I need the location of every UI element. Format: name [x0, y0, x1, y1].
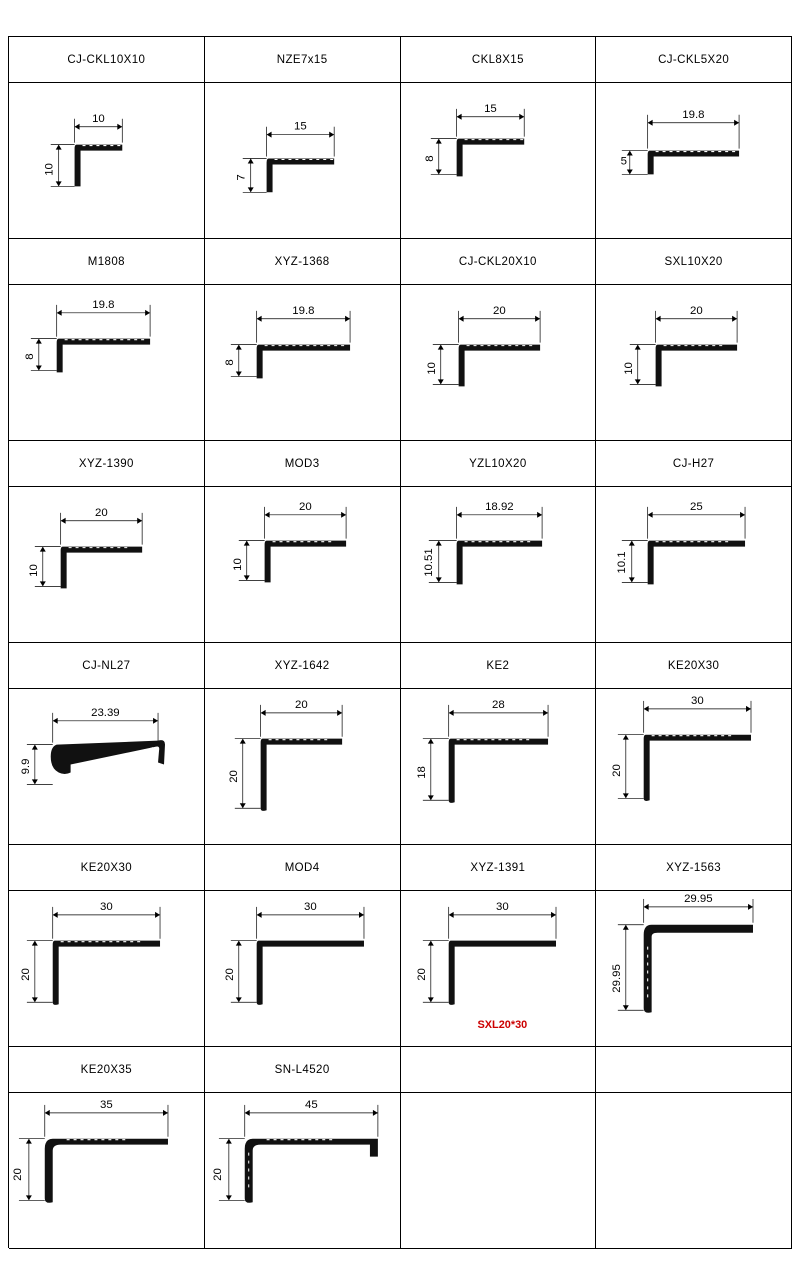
- height-dimension-label: 10: [231, 558, 244, 571]
- profile-drawing: [401, 487, 596, 642]
- profile-header-cell-empty: [596, 1047, 792, 1093]
- profile-code: CJ-CKL5X20: [658, 53, 730, 66]
- profile-figure-cell: [9, 285, 205, 441]
- profile-header-cell: [9, 643, 205, 689]
- profile-header-cell: [205, 441, 401, 487]
- width-dimension-label: 15: [293, 120, 307, 133]
- profile-drawing: [9, 891, 204, 1046]
- width-dimension-label: 23.39: [91, 706, 120, 719]
- profile-drawing: [9, 83, 204, 238]
- width-dimension-label: 25: [690, 500, 703, 513]
- profile-drawing: [9, 487, 204, 642]
- width-dimension-label: 20: [690, 304, 703, 317]
- profile-drawing: [401, 689, 596, 844]
- header-row: [9, 239, 792, 285]
- profile-code: XYZ-1391: [470, 861, 526, 874]
- profile-drawing: [205, 891, 400, 1046]
- profile-figure-cell: [596, 689, 792, 845]
- profile-code: MOD4: [284, 861, 320, 874]
- profile-figure-cell: [401, 891, 597, 1047]
- width-dimension-label: 18.92: [484, 500, 514, 513]
- width-dimension-label: 20: [298, 500, 312, 513]
- height-dimension-label: 20: [227, 770, 240, 783]
- width-dimension-label: 19.8: [682, 108, 705, 121]
- profile-figure-cell: [401, 689, 597, 845]
- profile-code: KE2: [486, 659, 510, 672]
- height-dimension-label: 10.1: [616, 551, 629, 574]
- profile-code: SN-L4520: [274, 1063, 330, 1076]
- profile-code: SXL10X20: [664, 255, 723, 268]
- header-row: [9, 1047, 792, 1093]
- profile-code: KE20X30: [80, 861, 133, 874]
- height-dimension-label: 8: [223, 359, 236, 366]
- profile-code: CJ-H27: [672, 457, 715, 470]
- profile-header-cell: [596, 441, 792, 487]
- height-dimension-label: 20: [223, 968, 236, 981]
- figure-row: [9, 487, 792, 643]
- profile-header-cell-empty: [401, 1047, 597, 1093]
- profile-header-cell: [401, 643, 597, 689]
- width-dimension-label: 19.8: [292, 304, 315, 317]
- profile-header-cell: [596, 239, 792, 285]
- profile-code: CJ-NL27: [82, 659, 131, 672]
- height-dimension-label: 20: [19, 968, 32, 981]
- width-dimension-label: 19.8: [92, 298, 115, 311]
- profile-drawing: [596, 285, 791, 440]
- profile-header-cell: [205, 1047, 401, 1093]
- width-dimension-label: 10: [92, 112, 105, 125]
- profile-code: XYZ-1642: [274, 659, 330, 672]
- profile-header-cell: [9, 845, 205, 891]
- profile-drawing: [9, 689, 204, 844]
- width-dimension-label: 30: [495, 900, 509, 913]
- profile-code: XYZ-1563: [666, 861, 722, 874]
- profile-figure-cell: [9, 1093, 205, 1249]
- profile-drawing: [9, 1093, 204, 1248]
- profile-header-cell: [9, 239, 205, 285]
- profile-code: NZE7x15: [276, 53, 328, 66]
- profile-drawing: [596, 83, 791, 238]
- height-dimension-label: 20: [611, 764, 624, 777]
- width-dimension-label: 20: [492, 304, 506, 317]
- profile-figure-cell: [596, 891, 792, 1047]
- height-dimension-label: 18: [415, 766, 428, 779]
- profile-figure-cell: [401, 285, 597, 441]
- profile-figure-cell: [205, 891, 401, 1047]
- height-dimension-label: 7: [235, 174, 248, 181]
- figure-row: [9, 891, 792, 1047]
- width-dimension-label: 30: [303, 900, 317, 913]
- width-dimension-label: 28: [491, 698, 505, 711]
- height-dimension-label: 8: [423, 155, 436, 162]
- profile-drawing: [401, 285, 596, 440]
- header-row: [9, 643, 792, 689]
- header-row: [9, 37, 792, 83]
- width-dimension-label: 20: [95, 506, 108, 519]
- width-dimension-label: 30: [100, 900, 113, 913]
- height-dimension-label: 10: [27, 564, 40, 577]
- height-dimension-label: 5: [620, 155, 628, 168]
- profile-code: CKL8X15: [471, 53, 524, 66]
- profile-header-cell: [205, 845, 401, 891]
- profile-code: CJ-CKL20X10: [458, 255, 537, 268]
- height-dimension-label: 10: [425, 362, 438, 375]
- profile-drawing: [596, 891, 791, 1046]
- figure-row: [9, 285, 792, 441]
- profile-code: CJ-CKL10X10: [67, 53, 146, 66]
- profile-figure-cell: [205, 285, 401, 441]
- profile-header-cell: [9, 1047, 205, 1093]
- profile-figure-cell: [401, 487, 597, 643]
- profile-figure-cell: [205, 83, 401, 239]
- profile-drawing: [9, 285, 204, 440]
- header-row: [9, 845, 792, 891]
- profile-code: MOD3: [284, 457, 320, 470]
- profile-figure-cell: [9, 891, 205, 1047]
- profile-header-cell: [596, 845, 792, 891]
- profile-code: XYZ-1390: [78, 457, 134, 470]
- profile-code: XYZ-1368: [274, 255, 330, 268]
- height-dimension-label: 20: [415, 968, 428, 981]
- profile-drawing: [205, 487, 400, 642]
- height-dimension-label: 20: [211, 1168, 224, 1181]
- profile-code: KE20X35: [80, 1063, 133, 1076]
- profile-header-cell: [205, 643, 401, 689]
- profile-drawing: [596, 487, 791, 642]
- width-dimension-label: 45: [304, 1098, 318, 1111]
- figure-row: [9, 83, 792, 239]
- profile-header-cell: [9, 37, 205, 83]
- profile-figure-cell: [205, 1093, 401, 1249]
- profile-code: YZL10X20: [469, 457, 527, 470]
- profile-grid: [8, 36, 792, 1248]
- profile-header-cell: [401, 845, 597, 891]
- profile-header-cell: [205, 239, 401, 285]
- profile-drawing: [205, 1093, 400, 1248]
- profile-figure-cell: [596, 285, 792, 441]
- profile-figure-cell: [596, 83, 792, 239]
- height-dimension-label: 20: [11, 1168, 24, 1181]
- profile-header-cell: [401, 37, 597, 83]
- profile-header-cell: [401, 441, 597, 487]
- annotation-label: SXL20*30: [476, 1019, 527, 1032]
- height-dimension-label: 29.95: [611, 964, 624, 993]
- profile-drawing: [205, 83, 400, 238]
- profile-figure-cell: [596, 487, 792, 643]
- profile-drawing: [205, 285, 400, 440]
- profile-figure-cell-empty: [596, 1093, 792, 1249]
- figure-row: [9, 689, 792, 845]
- profile-figure-cell: [9, 83, 205, 239]
- profile-header-cell: [205, 37, 401, 83]
- figure-row: [9, 1093, 792, 1249]
- profile-drawing: [401, 891, 596, 1046]
- profile-header-cell: [9, 441, 205, 487]
- header-row: [9, 441, 792, 487]
- profile-figure-cell: [9, 487, 205, 643]
- profile-figure-cell: [401, 83, 597, 239]
- profile-figure-cell: [9, 689, 205, 845]
- profile-figure-cell-empty: [401, 1093, 597, 1249]
- width-dimension-label: 20: [294, 698, 308, 711]
- profile-code: M1808: [87, 255, 125, 268]
- profile-drawing: [401, 83, 596, 238]
- profile-drawing: [596, 689, 791, 844]
- height-dimension-label: 8: [23, 353, 36, 360]
- width-dimension-label: 29.95: [684, 892, 713, 905]
- profile-header-cell: [596, 643, 792, 689]
- profile-header-cell: [596, 37, 792, 83]
- height-dimension-label: 10: [43, 163, 56, 176]
- profile-figure-cell: [205, 487, 401, 643]
- profile-figure-cell: [205, 689, 401, 845]
- height-dimension-label: 10.51: [422, 548, 435, 577]
- width-dimension-label: 15: [483, 102, 497, 115]
- width-dimension-label: 35: [100, 1098, 113, 1111]
- profile-header-cell: [401, 239, 597, 285]
- profile-drawing: [205, 689, 400, 844]
- height-dimension-label: 9.9: [19, 758, 32, 775]
- height-dimension-label: 10: [623, 362, 636, 375]
- profile-code: KE20X30: [667, 659, 720, 672]
- width-dimension-label: 30: [691, 694, 704, 707]
